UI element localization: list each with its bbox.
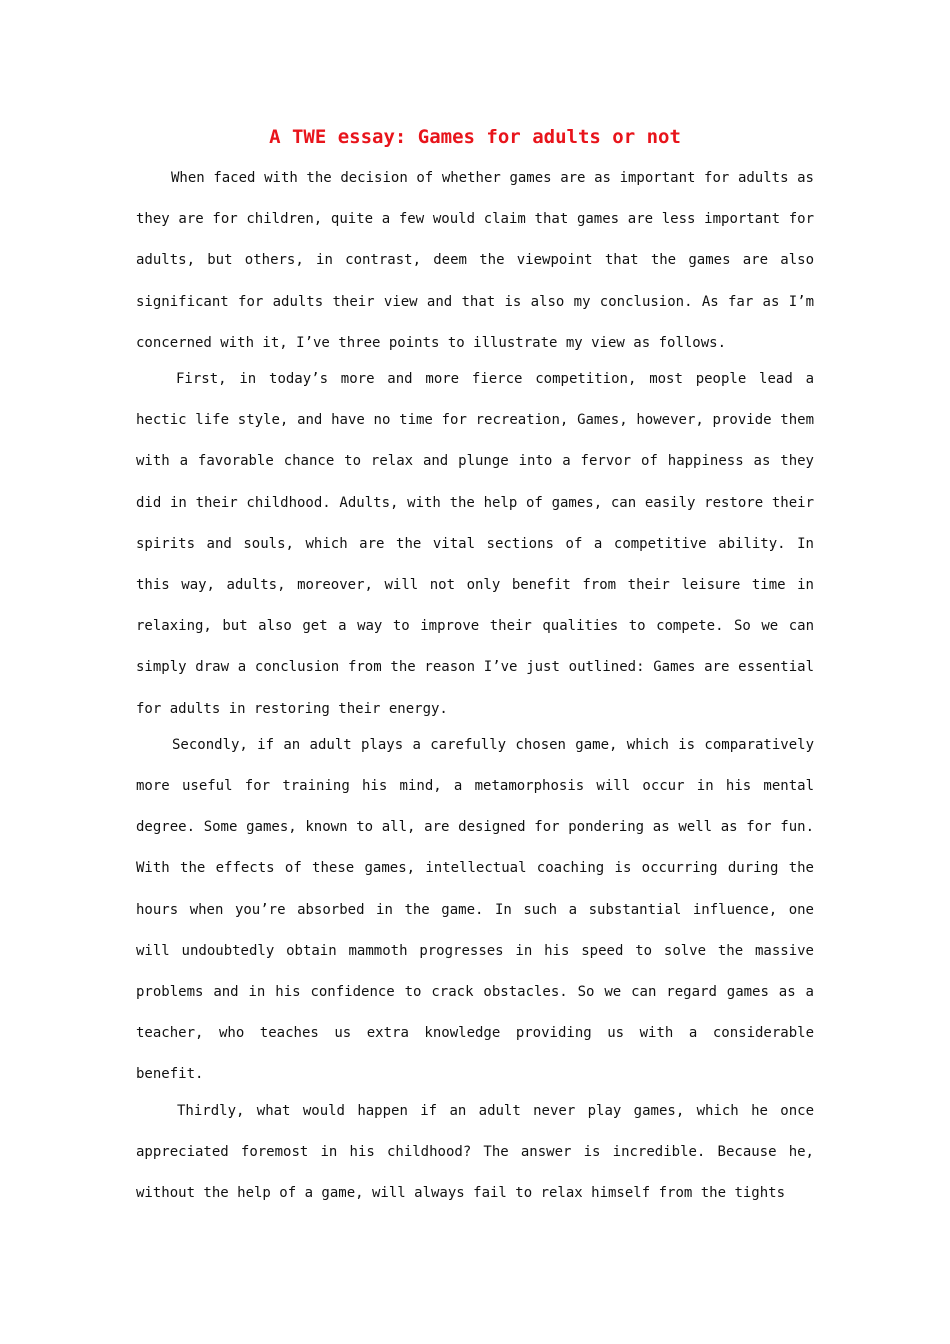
paragraph-2: First, in today’s more and more fierce competition, most people lead a hectic life style, and have no time for recreation, Games, however, provide them with a favorable chance to relax and plunge into a fervor of happiness as they did in their childhood. Adults, with the help of games, can easily restore their spirits and souls, which are the vital sections of a competitive ability. In this way, adults, moreover, will not only benefit from their leisure time in relaxing, but also get a way to improve their qualities to compete. So we can simply draw a conclusion from the reason I’ve just outlined: Games are essential for adults in restoring their energy. xyxy=(136,371,814,717)
paragraph-3: Secondly, if an adult plays a carefully chosen game, which is comparatively more useful for training his mind, a metamorphosis will occur in his mental degree. Some games, known to all, are designed for pondering as well as for fun. With the effects of these games, intellectual coaching is occurring during the hours when you’re absorbed in the game. In such a substantial influence, one will undoubtedly obtain mammoth progresses in his speed to solve the massive problems and in his confidence to crack obstacles. So we can regard games as a teacher, who teaches us extra knowledge providing us with a considerable benefit. xyxy=(136,736,814,1083)
document-title: A TWE essay: Games for adults or not xyxy=(269,126,681,148)
paragraph-4: Thirdly, what would happen if an adult never play games, which he once appreciated foremost in his childhood? The answer is incredible. Because he, without the help of a game, will always fail to relax himself from the tights xyxy=(136,1102,814,1202)
paragraph-1: When faced with the decision of whether games are as important for adults as they are for children, quite a few would claim that games are less important for adults, but others, in contrast, deem the viewpoint that the games are also significant for adults their view and that is also my conclusion. As far as I’m concerned with it, I’ve three points to illustrate my view as follows. xyxy=(136,170,814,351)
essay-body xyxy=(136,158,814,1209)
